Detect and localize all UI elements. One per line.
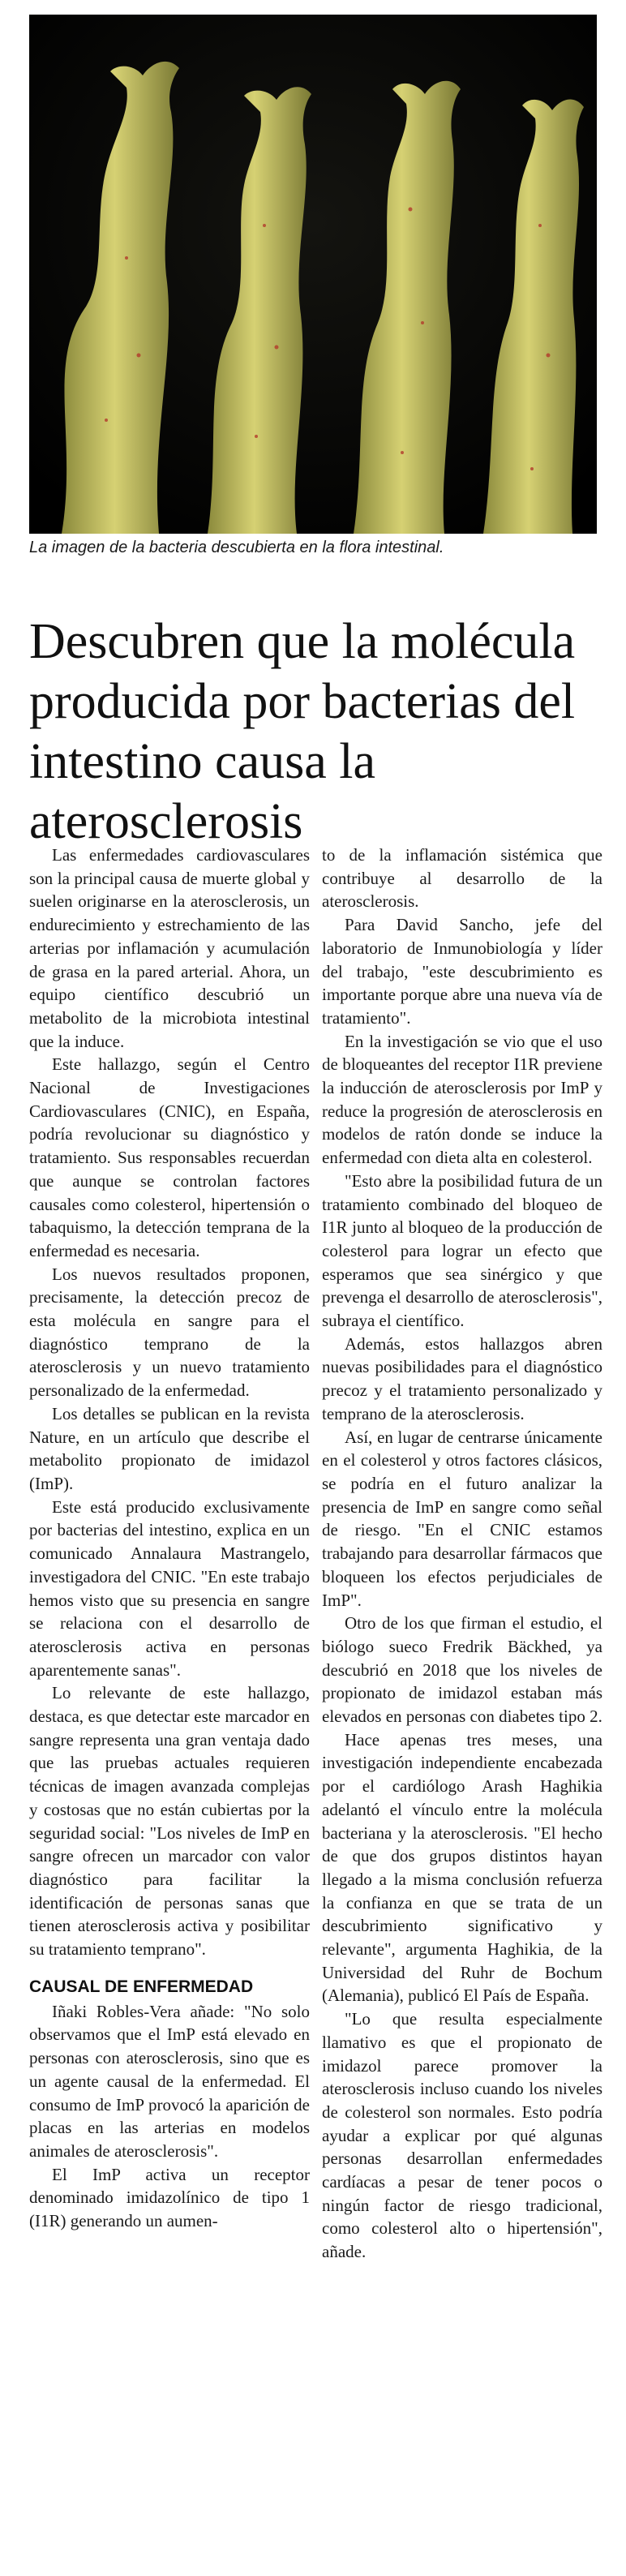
paragraph: "Esto abre la posibilidad futura de un tratamiento combinado del bloqueo de I1R junto al bloqueo de la producción de colesterol para lograr un efecto que esperamos que sea sinérgico y que prevenga el desarrollo de aterosclerosis", subraya el científico. — [322, 1170, 602, 1331]
paragraph: Lo relevante de este hallazgo, destaca, es que detectar este marcador en sangre representa una gran ventaja dado que las pruebas actuales requieren técnicas de imagen avanzada complejas y costosas que no están cubiertas por la seguridad social: "Los niveles de ImP en sangre ofrecen un marcador con valor diagnóstico para facilitar la identificación de personas sanas que tienen aterosclerosis activa y posibilitar su tratamiento temprano". — [29, 1683, 310, 1960]
paragraph: Así, en lugar de centrarse únicamente en el colesterol y otros factores clásicos, se podría en el futuro analizar la presencia de ImP en sangre como señal de riesgo. "En el CNIC estamos trabajando para desarrollar fármacos que bloqueen los efectos perjudiciales de ImP". — [322, 1427, 602, 1610]
paragraph: Este está producido exclusivamente por bacterias del intestino, explica en un comunicado Annalaura Mastrangelo, investigadora del CNIC. "En este trabajo hemos visto que su presencia en sangre se relaciona con el desarrollo de aterosclerosis activa en personas aparentemente sanas". — [29, 1496, 310, 1680]
section-subhead: CAUSAL DE ENFERMEDAD — [29, 1977, 254, 1996]
paragraph: En la investigación se vio que el uso de bloqueantes del receptor I1R previene la inducción de aterosclerosis por ImP y reduce la progresión de aterosclerosis en modelos de ratón donde se induce la enfermedad con dieta alta en colesterol. — [322, 1031, 602, 1168]
arteries-illustration — [29, 15, 597, 534]
paragraph: Iñaki Robles-Vera añade: "No solo observamos que el ImP está elevado en personas con aterosclerosis, sino que es un agente causal de la enfermedad. El consumo de ImP provocó la aparición de placas en las arterias en modelos animales de aterosclerosis". — [29, 2001, 310, 2161]
article-column-left — [29, 844, 310, 2233]
article-headline: Descubren que la molécula producida por bacterias del intestino causa la aterosclerosis — [29, 613, 576, 849]
photo-caption: La imagen de la bacteria descubierta en la flora intestinal. — [29, 539, 444, 556]
paragraph: "Lo que resulta especialmente llamativo es que el propionato de imidazol parece promover la aterosclerosis incluso cuando los niveles de colesterol son normales. Esto podría ayudar a explicar por qué algunas personas desarrollan enfermedades cardíacas a pesar de tener pocos o ningún factor de riesgo tradicional, como colesterol alto o hipertensión", añade. — [322, 2009, 602, 2262]
paragraph: El ImP activa un receptor denominado imidazolínico de tipo 1 (I1R) generando un aumen- — [29, 2164, 310, 2231]
article-photo — [29, 15, 597, 534]
paragraph-continuation: to de la inflamación sistémica que contribuye al desarrollo de la aterosclerosis. — [322, 845, 602, 912]
article-column-right — [322, 844, 602, 2264]
paragraph: Este hallazgo, según el Centro Nacional de Investigaciones Cardiovasculares (CNIC), en España, podría revolucionar su diagnóstico y tratamiento. Sus responsables recuerdan que aunque se controlan factores causales como colesterol, hipertensión o tabaquismo, la detección temprana de la enfermedad es necesaria. — [29, 1054, 310, 1260]
paragraph: Los detalles se publican en la revista Nature, en un artículo que describe el metabolito propionato de imidazol (ImP). — [29, 1403, 310, 1493]
paragraph: Los nuevos resultados proponen, precisamente, la detección precoz de esta molécula en sangre para el diagnóstico temprano de la aterosclerosis y un nuevo tratamiento personalizado de la enfermedad. — [29, 1264, 310, 1401]
paragraph: Otro de los que firman el estudio, el biólogo sueco Fredrik Bäckhed, ya descubrió en 2018 que los niveles de propionato de imidazol estaban más elevados en personas con diabetes tipo 2. — [322, 1613, 602, 1727]
paragraph: Para David Sancho, jefe del laboratorio de Inmunobiología y líder del trabajo, "este descubrimiento es importante porque abre una nueva vía de tratamiento". — [322, 915, 602, 1028]
paragraph: Las enfermedades cardiovasculares son la principal causa de muerte global y suelen originarse en la aterosclerosis, un endurecimiento y estrechamiento de las arterias por inflamación y acumulación de grasa en la pared arterial. Ahora, un equipo científico descubrió un metabolito de la microbiota intestinal que la induce. — [29, 845, 310, 1051]
paragraph: Hace apenas tres meses, una investigación independiente encabezada por el cardiólogo Arash Haghikia adelantó el vínculo entre la molécula bacteriana y la aterosclerosis. "El hecho de que dos grupos distintos hayan llegado a la misma conclusión refuerza la confianza en que se trata de un descubrimiento significativo y relevante", argumenta Haghikia, de la Universidad del Ruhr de Bochum (Alemania), publicó El País de España. — [322, 1729, 602, 2006]
paragraph: Además, estos hallazgos abren nuevas posibilidades para el diagnóstico precoz y el tratamiento personalizado y temprano de la aterosclerosis. — [322, 1333, 602, 1423]
